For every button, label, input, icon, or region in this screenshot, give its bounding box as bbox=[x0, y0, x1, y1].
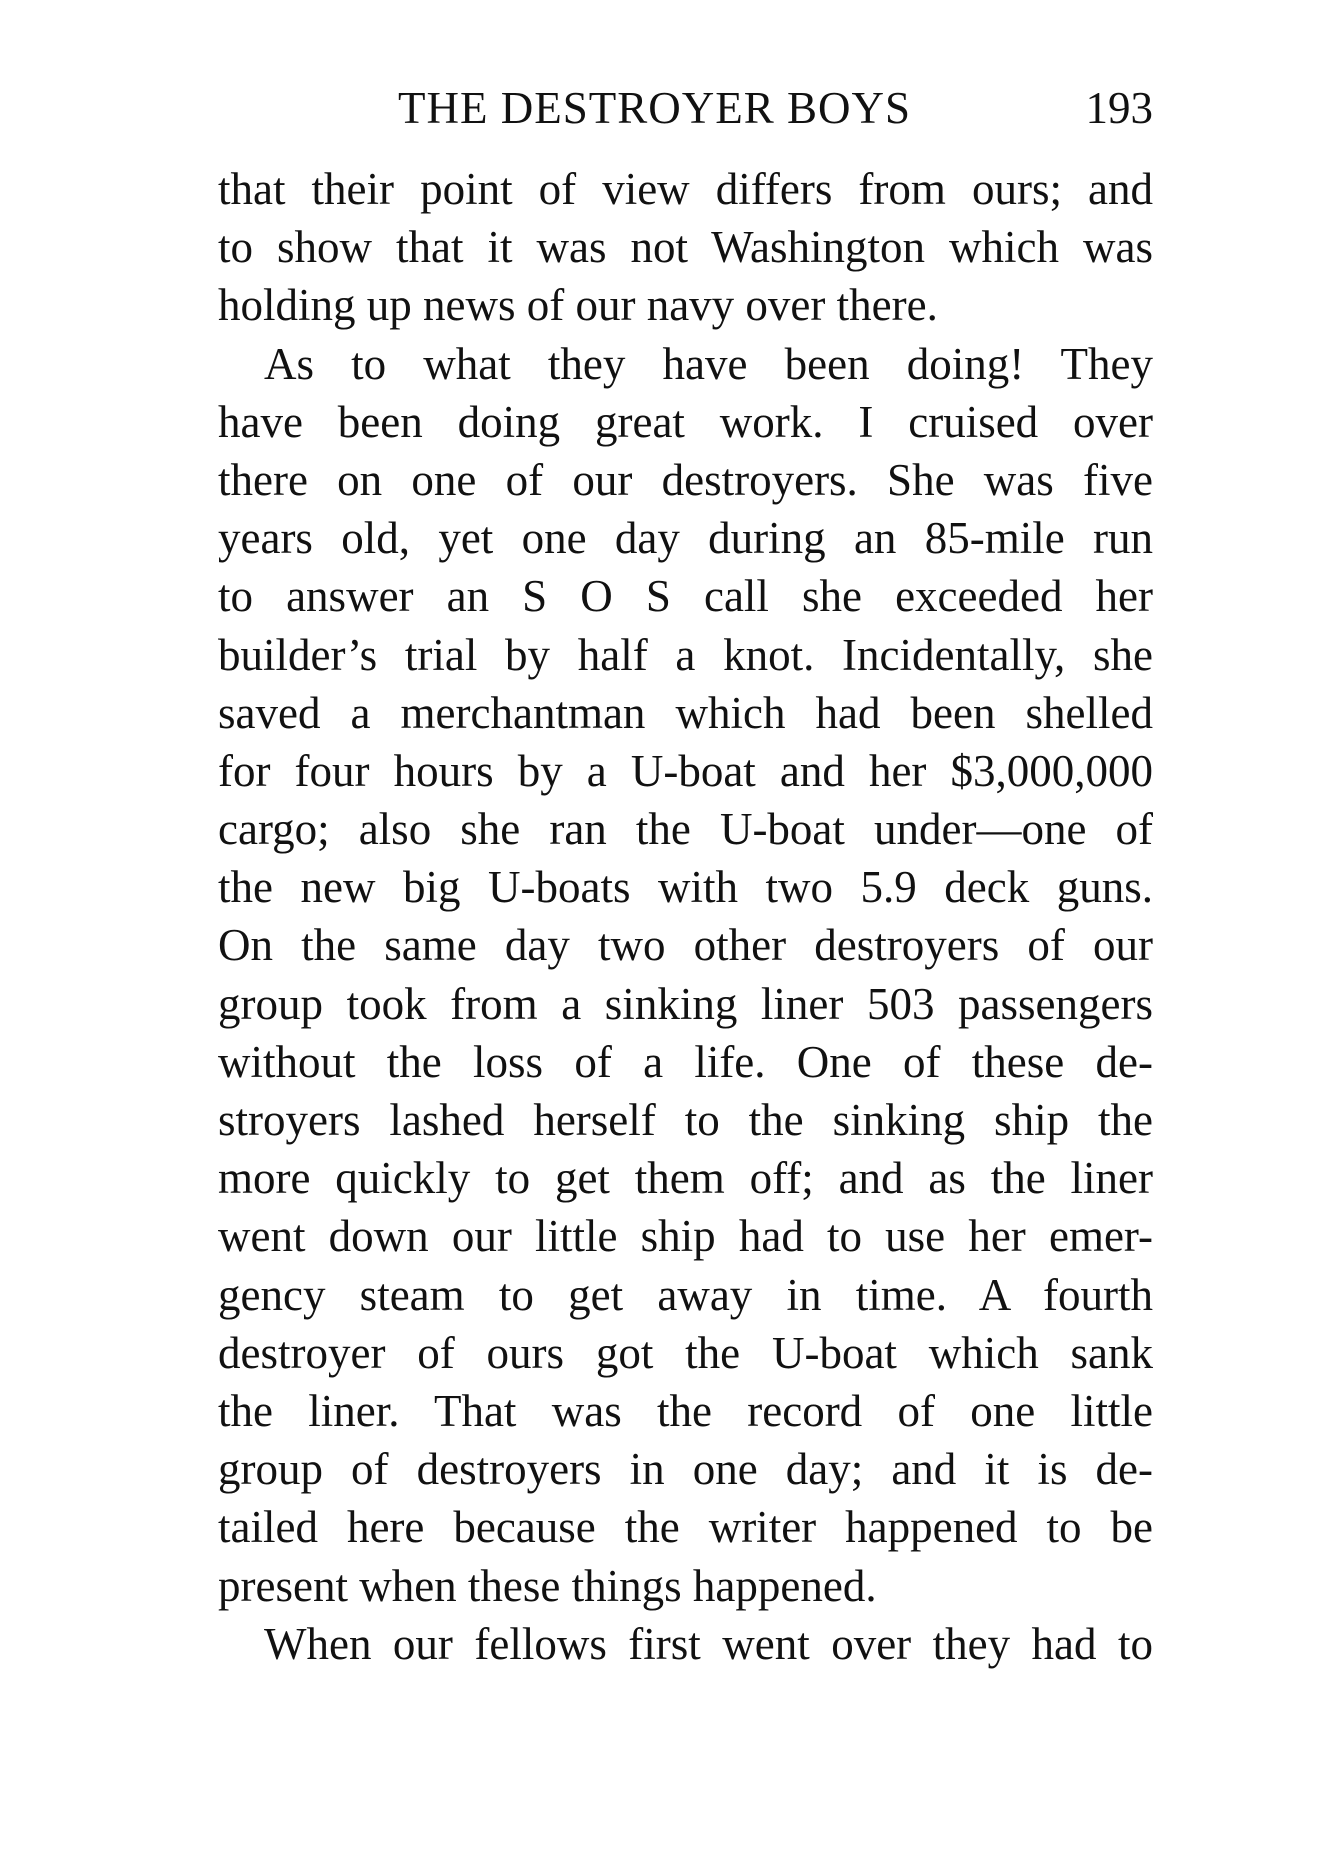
text-line: stroyers lashed herself to the sinking ship the bbox=[218, 1095, 1153, 1145]
text-line: holding up news of our navy over there. bbox=[218, 280, 938, 331]
text-line: cargo; also she ran the U-boat under—one of bbox=[218, 804, 1153, 855]
page-number: 193 bbox=[1085, 83, 1153, 133]
text-line: the new big U-boats with two 5.9 deck guns. bbox=[218, 862, 1153, 913]
text-line: that their point of view differs from ours; and bbox=[218, 164, 1153, 214]
text-line: On the same day two other destroyers of our bbox=[218, 920, 1153, 971]
running-title: THE DESTROYER BOYS bbox=[398, 83, 912, 133]
text-line: When our fellows first went over they had to bbox=[264, 1618, 1153, 1669]
text-line: for four hours by a U-boat and her $3,000,000 bbox=[218, 745, 1153, 796]
text-line: As to what they have been doing! They bbox=[264, 338, 1153, 389]
text-line: present when these things happened. bbox=[218, 1560, 877, 1611]
text-line: to answer an S O S call she exceeded her bbox=[218, 571, 1153, 622]
text-line: tailed here because the writer happened to be bbox=[218, 1502, 1153, 1553]
text-line: there on one of our destroyers. She was five bbox=[218, 454, 1153, 505]
text-line: group of destroyers in one day; and it is de- bbox=[218, 1444, 1153, 1495]
text-line: without the loss of a life. One of these de- bbox=[218, 1036, 1153, 1087]
body-text bbox=[218, 160, 1153, 1673]
text-line: builder’s trial by half a knot. Incidentally, she bbox=[218, 629, 1153, 680]
text-line: destroyer of ours got the U-boat which sank bbox=[218, 1327, 1153, 1378]
text-line: saved a merchantman which had been shelled bbox=[218, 687, 1153, 738]
text-line: gency steam to get away in time. A fourth bbox=[218, 1269, 1153, 1320]
running-head bbox=[218, 78, 1153, 138]
text-line: more quickly to get them off; and as the liner bbox=[218, 1153, 1153, 1204]
text-line: the liner. That was the record of one little bbox=[218, 1385, 1153, 1436]
text-line: to show that it was not Washington which was bbox=[218, 222, 1153, 273]
text-line: went down our little ship had to use her emer- bbox=[218, 1211, 1153, 1262]
text-line: years old, yet one day during an 85-mile run bbox=[218, 513, 1153, 564]
text-line: group took from a sinking liner 503 passengers bbox=[218, 978, 1153, 1029]
text-line: have been doing great work. I cruised over bbox=[218, 396, 1153, 447]
